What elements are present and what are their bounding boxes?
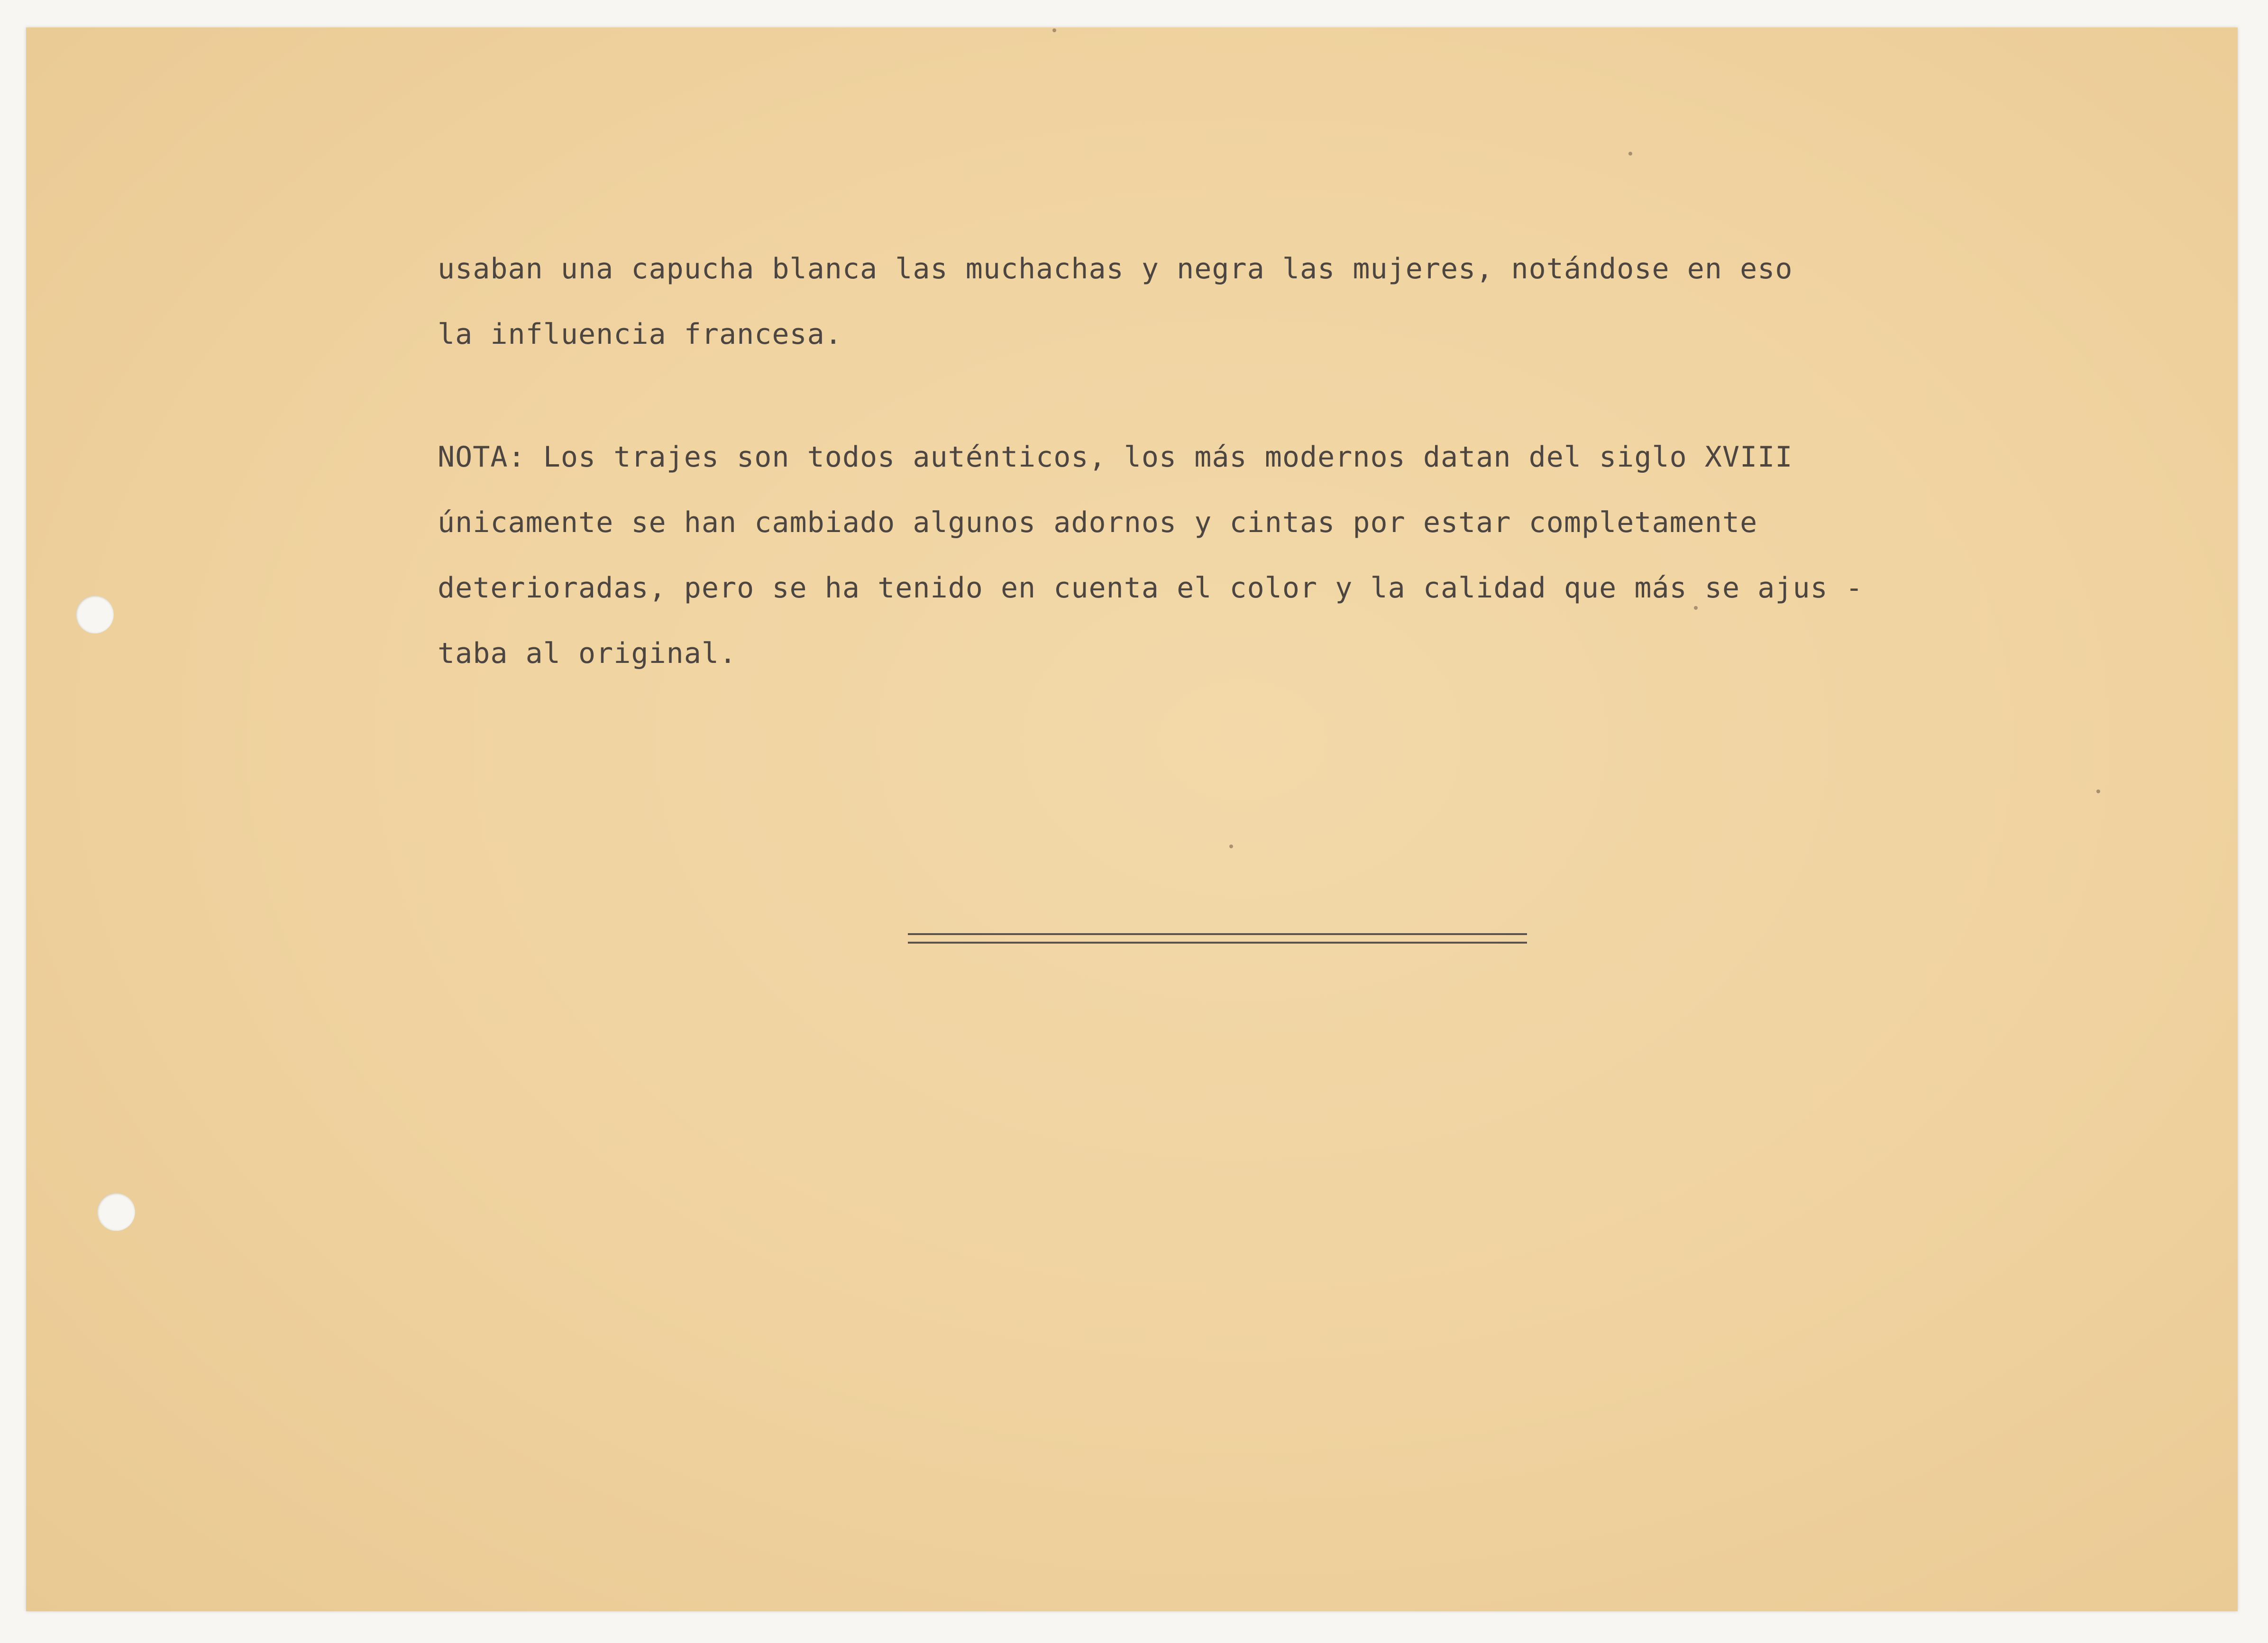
paragraph-1-line-1: usaban una capucha blanca las muchachas y negra las mujeres, notándose en eso: [438, 252, 1793, 285]
nota-line-2: únicamente se han cambiado algunos adornos y cintas por estar completamente: [438, 506, 1758, 539]
nota-line-4: taba al original.: [438, 637, 737, 670]
nota-line-3: deterioradas, pero se ha tenido en cuenta el color y la calidad que más se ajus -: [438, 571, 1863, 605]
paper-speck: [2096, 789, 2100, 793]
punch-hole-top: [76, 596, 114, 633]
paper-sheet: [26, 28, 2238, 1611]
closing-double-rule: [908, 933, 1527, 944]
paper-speck: [1229, 844, 1233, 848]
nota-line-1: NOTA: Los trajes son todos auténticos, los más modernos datan del siglo XVIII: [438, 441, 1793, 474]
punch-hole-bottom: [97, 1193, 135, 1231]
paragraph-1-line-2: la influencia francesa.: [438, 318, 842, 351]
paper-speck: [1628, 152, 1632, 156]
typed-text-block: [438, 236, 2049, 686]
paper-speck: [1052, 28, 1056, 32]
paragraph-gap: [438, 367, 2049, 424]
